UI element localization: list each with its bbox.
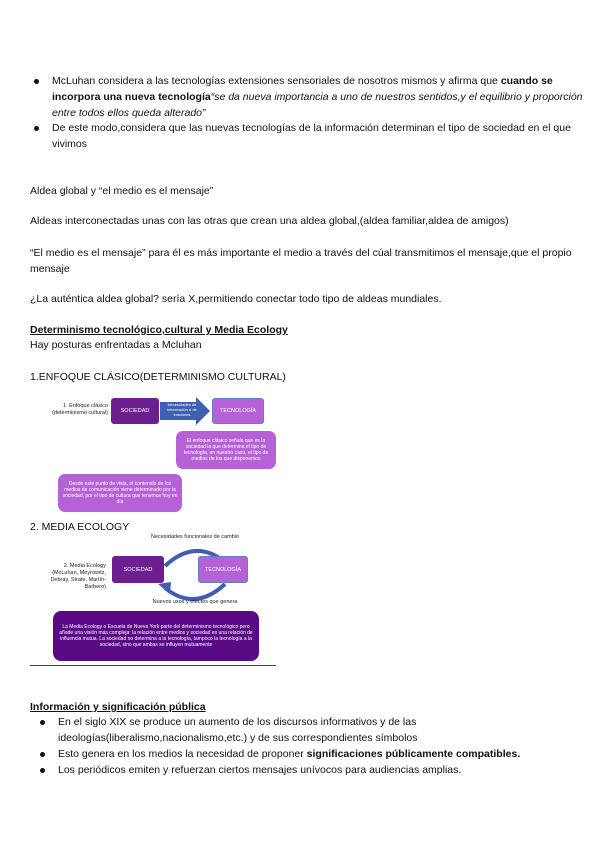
paragraph-aldeas: Aldeas interconectadas unas con las otras que crean una aldea global,(aldea familiar,aldea de amigos) bbox=[30, 215, 509, 227]
intro-bullet-1-line-2 bbox=[52, 89, 583, 105]
diagram1-note-right: El enfoque clásico señala que es la sociedad la que determina el tipo de tecnología, en nuestro caso, el tipo de medios de los que disponemos bbox=[176, 431, 276, 469]
paragraph-aldea-global: Aldea global y “el medio es el mensaje” bbox=[30, 185, 214, 197]
diagram2-top-label: Necesidades funcionales de cambio bbox=[150, 534, 240, 540]
cycle-arrow-bottom bbox=[165, 584, 225, 599]
intro-bullet-2-line-1: De este modo,considera que las nuevas tecnologías de la información determinan el tipo de sociedad en el que bbox=[52, 122, 571, 134]
diagram1-sociedad-node: SOCIEDAD bbox=[111, 398, 159, 424]
intro-bullet-1-line-1 bbox=[52, 73, 553, 89]
bullet-dot bbox=[34, 126, 39, 131]
diagram1-arrow-text: Necesidades de información o de funciones bbox=[167, 402, 197, 417]
diagram2-label: 2. Media Ecology (McLuhan, Meyrowitz, Debray, Strate, Martín-Barbero) bbox=[50, 563, 106, 590]
diagram2-tecnologia-node: TECNOLOGÍA bbox=[198, 556, 248, 583]
cycle-arrowhead-bottom bbox=[158, 582, 171, 594]
text-segment: Esto genera en los medios la necesidad de proponer bbox=[58, 748, 307, 760]
section3-bullet-1-line-2: ideologías(liberalismo,nacionalismo,etc.) y de sus correspondientes símbolos bbox=[58, 732, 418, 744]
diagram2-note: La Media Ecology o Escuela de Nueva York parte del determinismo tecnológico pero añade una visión más compleja: la relación entre medios y sociedad es una relación de influencia mutua. La sociedad no determina a la tecnología, tampoco la tecnología a la sociedad, sino que ambas se influyen mutuamente bbox=[53, 611, 259, 661]
bullet-dot bbox=[34, 79, 39, 84]
diagram1-label: 1. Enfoque clásico (determinismo cultural) bbox=[52, 403, 108, 416]
paragraph-medio-line-2: mensaje bbox=[30, 263, 70, 275]
paragraph-autentica: ¿La auténtica aldea global? sería X,permitiendo conectar todo tipo de aldeas mundiales. bbox=[30, 293, 442, 305]
intro-bullet-1-line-3 bbox=[52, 105, 206, 121]
text-segment: cuando se bbox=[500, 75, 553, 87]
paragraph-medio-line-1: “El medio es el mensaje” para él es más importante el medio a través del cúal transmitimos el mensaje,que el propio bbox=[30, 247, 572, 259]
bullet-dot bbox=[40, 768, 45, 773]
text-segment: incorpora una nueva tecnología bbox=[52, 91, 211, 103]
diagram2-sociedad-node: SOCIEDAD bbox=[112, 556, 164, 583]
diagram2-bottom-label: Nuevos usos y efectos que genera bbox=[152, 599, 238, 605]
text-segment: McLuhan considera a las tecnologías extensiones sensoriales de nosotros mismos y afirma que bbox=[52, 75, 501, 87]
diagram1-tecnologia-node: TECNOLOGÍA bbox=[212, 398, 264, 424]
section3-bullet-3: Los periódicos emiten y refuerzan ciertos mensajes unívocos para audiencias amplias. bbox=[58, 764, 462, 776]
text-segment: significaciones públicamente compatibles. bbox=[306, 748, 521, 760]
bullet-dot bbox=[40, 720, 45, 725]
text-segment: entre todos ellos queda alterado” bbox=[52, 107, 206, 119]
diagram2-divider bbox=[30, 665, 276, 666]
bullet-dot bbox=[40, 752, 45, 757]
media-ecology-title: 2. MEDIA ECOLOGY bbox=[30, 521, 130, 533]
text-segment: “se da nueva importancia a uno de nuestros sentidos,y el equilibrio y proporción bbox=[210, 91, 583, 103]
diagram1-note-left: Desde este punto de vista, el contenido de los medios de comunicación viene determinado por la sociedad, por el tipo de cultura que tenemos hoy en día bbox=[58, 474, 182, 512]
enfoque-title: 1.ENFOQUE CLÁSICO(DETERMINISMO CULTURAL) bbox=[30, 371, 286, 383]
section3-bullet-2 bbox=[58, 746, 520, 762]
section-subtext: Hay posturas enfrentadas a Mcluhan bbox=[30, 339, 202, 351]
section-heading-determinismo: Determinismo tecnológico,cultural y Media Ecology bbox=[30, 324, 288, 336]
section-heading-informacion: Información y significación pública bbox=[30, 701, 206, 713]
intro-bullet-2-line-2: vivimos bbox=[52, 138, 88, 150]
section3-bullet-1-line-1: En el siglo XIX se produce un aumento de los discursos informativos y de las bbox=[58, 716, 417, 728]
